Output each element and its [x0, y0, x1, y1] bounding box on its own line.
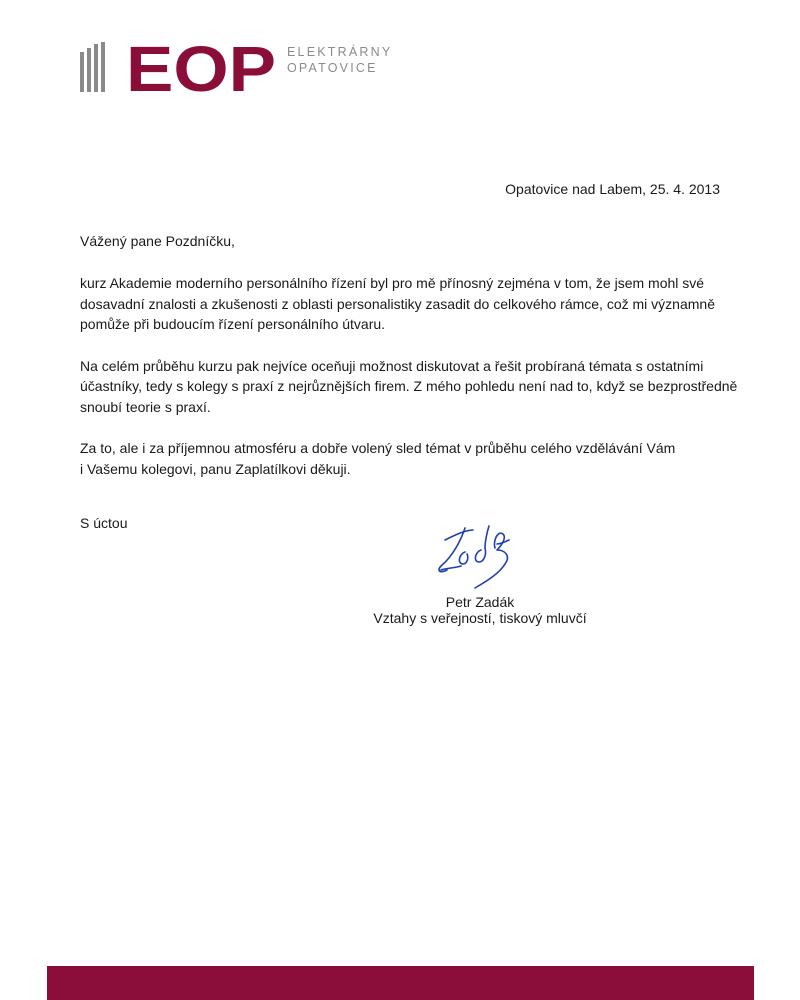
signer-name: Petr Zadák [445, 594, 515, 610]
letter-body [80, 273, 740, 500]
letter-date: Opatovice nad Labem, 25. 4. 2013 [505, 181, 720, 197]
company-logo [80, 40, 400, 96]
logo-company-name [287, 45, 392, 76]
letter-paragraph: kurz Akademie moderního personálního řízení byl pro mě přínosný zejména v tom, že jsem mohl své dosavadní znalosti a zkušenosti z oblasti personalistiky zasadit do celkového rámce, což mi významně pomůže při budoucím řízení personálního útvaru. [80, 275, 715, 332]
letter-paragraph: Na celém průběhu kurzu pak nejvíce oceňuji možnost diskutovat a řešit probíraná témata s ostatními účastníky, tedy s kolegy s praxí z nejrůznějších firem. Z mého pohledu není nad to, když se bezprostředně snoubí teorie s praxí. [80, 357, 738, 415]
letter-paragraph: Za to, ale i za příjemnou atmosféru a dobře volený sled témat v průběhu celého vzdělávání Vám i Vašemu kolegovi, panu Zaplatílkovi děkuji. [80, 440, 676, 477]
footer-band [47, 966, 754, 1000]
handwritten-signature [425, 518, 525, 600]
logo-company-line1: ELEKTRÁRNY [287, 45, 393, 59]
logo-company-line2: OPATOVICE [287, 60, 378, 75]
logo-bars-icon [80, 42, 106, 92]
letter-salutation: Vážený pane Pozdníčku, [80, 233, 235, 249]
svg-text:EOP: EOP [126, 40, 276, 94]
signer-role: Vztahy s veřejností, tiskový mluvčí [373, 610, 587, 626]
letter-closing: S úctou [80, 515, 128, 531]
